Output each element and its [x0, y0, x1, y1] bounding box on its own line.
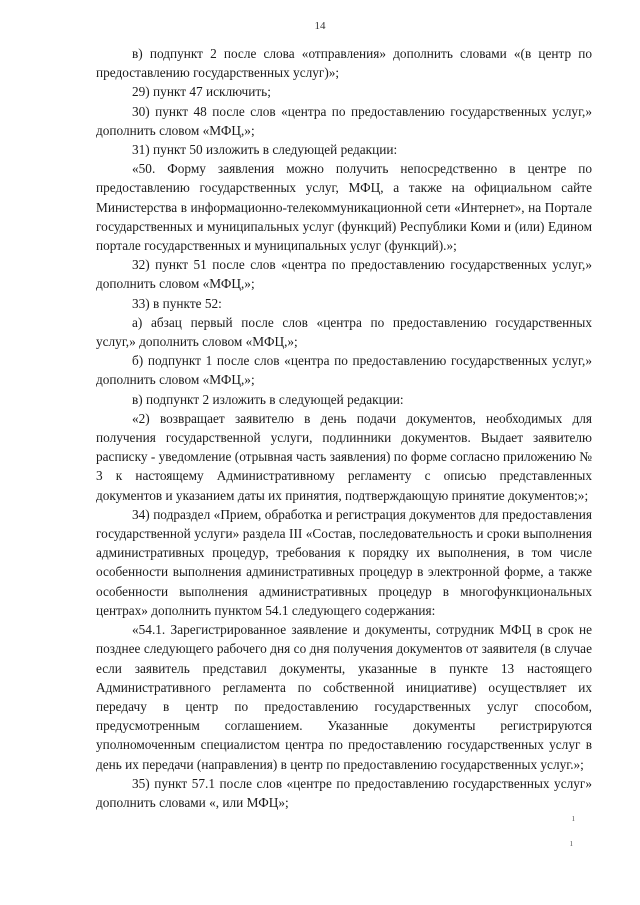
- scan-artifact-mark: ı: [572, 813, 575, 824]
- paragraph-item-29: 29) пункт 47 исключить;: [132, 84, 271, 100]
- document-body: [96, 44, 592, 812]
- paragraph-quote-2: «2) возвращает заявителю в день подачи документов, необходимых для получения государственной услуги, подлинники документов. Выдает заявителю расписку - уведомление (отрывная часть заявления) по форме согласно приложению № 3 к настоящему Административному регламенту с описью представленных документов и указанием даты их принятия, подтверждающую принятие документов;»;: [96, 410, 592, 503]
- paragraph-item-32: 32) пункт 51 после слов «центра по предоставлению государственных услуг,» дополнить словом «МФЦ,»;: [96, 257, 592, 292]
- paragraph-item-34: 34) подраздел «Прием, обработка и регистрация документов для предоставления государственной услуги» раздела III «Состав, последовательность и сроки выполнения административных процедур, требования к порядку их выполнения, в том числе особенности выполнения административных процедур в электронной форме, а также особенности выполнения административных процедур в многофункциональных центрах» дополнить пунктом 54.1 следующего содержания:: [96, 506, 592, 618]
- paragraph-quote-50: «50. Форму заявления можно получить непосредственно в центре по предоставлению государственных услуг, МФЦ, а также на официальном сайте Министерства в информационно-телекоммуникационной сети «Интернет», на Портале государственных и муниципальных услуг (функций) Республики Коми и (или) Едином портале государственных и муниципальных услуг (функций).»;: [96, 161, 592, 254]
- paragraph-quote-54-1: «54.1. Зарегистрированное заявление и документы, сотрудник МФЦ в срок не позднее следующего рабочего дня со дня получения документов от заявителя (в случае если заявитель представил документы, указанные в пункте 13 настоящего Административного регламента по собственной инициативе) осуществляет их передачу в центр по предоставлению государственных услуг способом, предусмотренным соглашением. Указанные документы регистрируются уполномоченным специалистом центра по предоставлению государственных услуг в день их передачи (направления) в центр по предоставлению государственных услуг.»;: [96, 622, 592, 772]
- paragraph-item-30: 30) пункт 48 после слов «центра по предоставлению государственных услуг,» дополнить словом «МФЦ,»;: [96, 103, 592, 138]
- scan-artifact-mark: ı: [570, 838, 573, 849]
- paragraph-amendment-v-subitem-2: в) подпункт 2 после слова «отправления» дополнить словами «(в центр по предоставлению государственных услуг)»;: [96, 46, 592, 81]
- paragraph-item-35: 35) пункт 57.1 после слов «центре по предоставлению государственных услуг» дополнить словами «, или МФЦ»;: [96, 775, 592, 810]
- paragraph-item-33: 33) в пункте 52:: [132, 295, 222, 311]
- paragraph-item-33-b: б) подпункт 1 после слов «центра по предоставлению государственных услуг,» дополнить словом «МФЦ,»;: [96, 353, 592, 388]
- page-number: 14: [314, 20, 326, 32]
- paragraph-item-33-v: в) подпункт 2 изложить в следующей редакции:: [132, 391, 404, 407]
- paragraph-item-33-a: а) абзац первый после слов «центра по предоставлению государственных услуг,» дополнить словом «МФЦ,»;: [96, 314, 592, 350]
- paragraph-item-31: 31) пункт 50 изложить в следующей редакции:: [132, 142, 398, 158]
